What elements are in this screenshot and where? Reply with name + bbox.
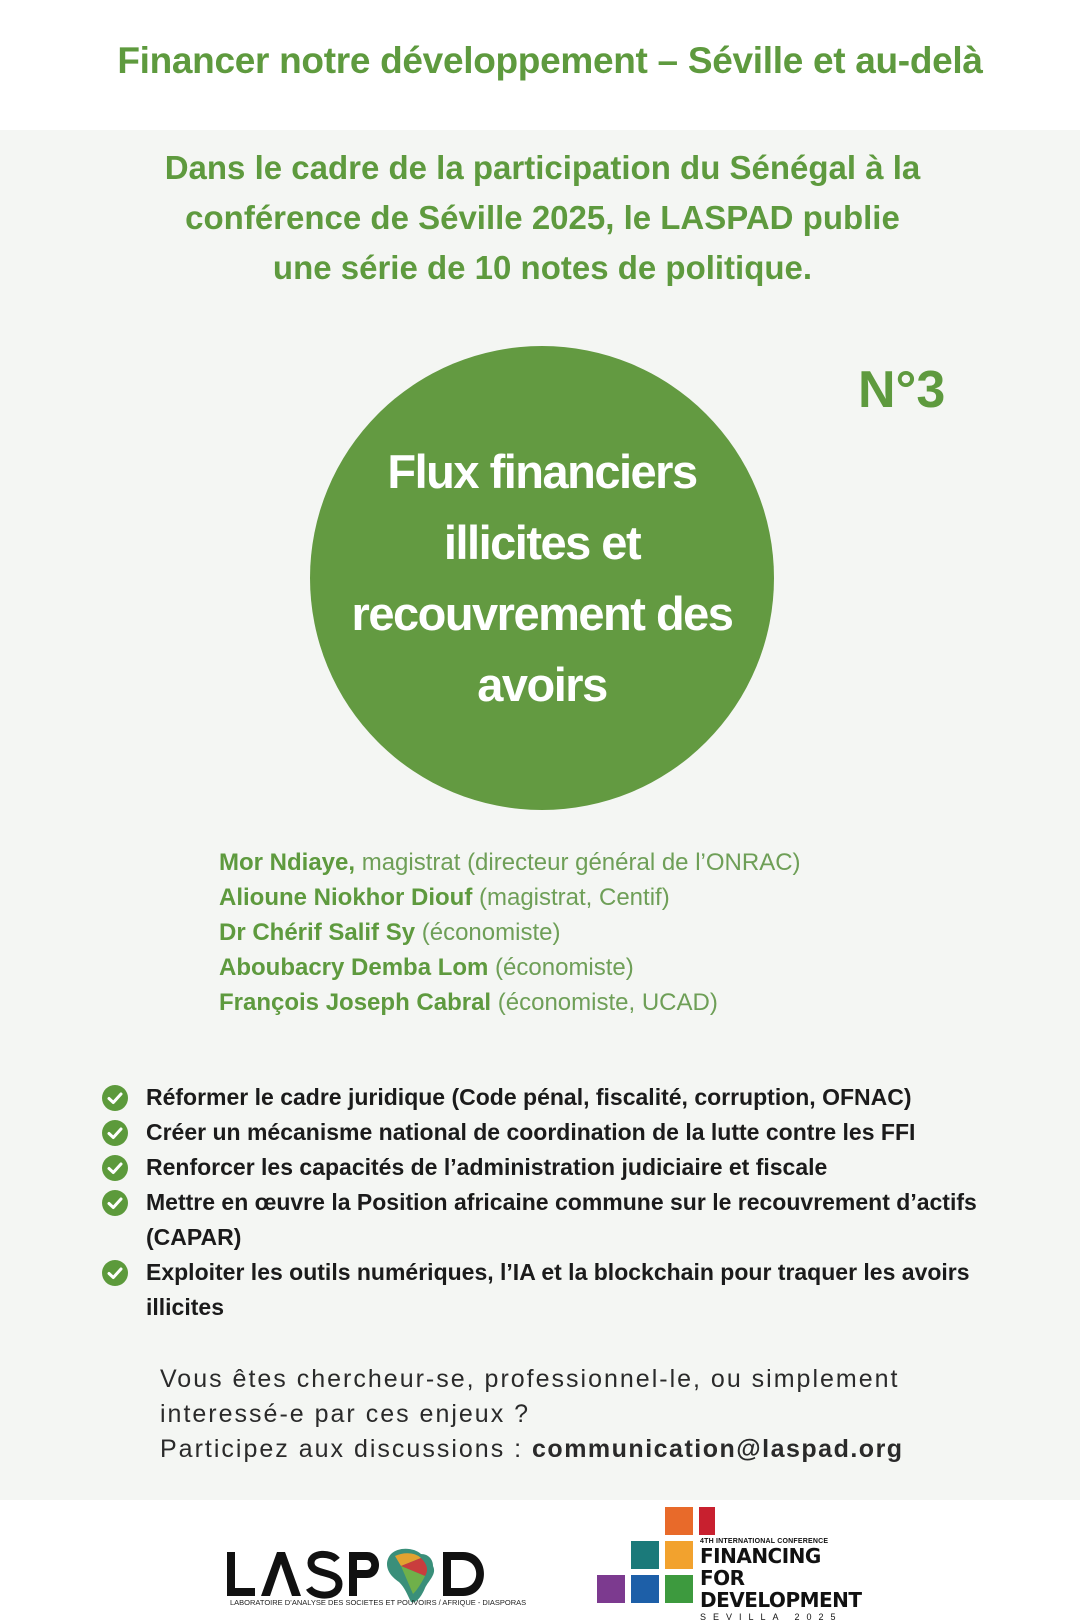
author-name: Mor Ndiaye, xyxy=(219,849,356,876)
note-title-circle xyxy=(310,346,774,810)
africa-map-icon xyxy=(387,1549,434,1603)
note-title xyxy=(322,436,762,720)
laspad-subtitle: LABORATOIRE D’ANALYSE DES SOCIETES ET POUVOIRS / AFRIQUE - DIASPORAS xyxy=(230,1598,527,1607)
author-role: (économiste) xyxy=(488,954,634,981)
author-name: Dr Chérif Salif Sy xyxy=(219,919,416,946)
recommendation-item xyxy=(102,1150,1022,1185)
ffd-title-line: DEVELOPMENT xyxy=(700,1588,862,1612)
author-item xyxy=(219,880,919,915)
author-item xyxy=(219,845,919,880)
cta-line: Vous êtes chercheur-se, professionnel-le, ou simplement xyxy=(160,1365,900,1393)
recommendation-text: Renforcer les capacités de l’administration judiciaire et fiscale xyxy=(146,1154,828,1180)
author-name: François Joseph Cabral xyxy=(219,989,492,1016)
recommendation-text: Exploiter les outils numériques, l’IA et la blockchain pour traquer les avoirs illicites xyxy=(146,1259,970,1320)
recommendation-text: Réformer le cadre juridique (Code pénal, fiscalité, corruption, OFNAC) xyxy=(146,1084,912,1110)
note-title-line: avoirs xyxy=(477,658,607,711)
check-circle-icon xyxy=(102,1190,128,1216)
intro-line: Dans le cadre de la participation du Sénégal à la xyxy=(164,149,921,186)
check-circle-icon xyxy=(102,1155,128,1181)
cta-line xyxy=(160,1432,1010,1467)
ffd-city: SEVILLA 2025 xyxy=(700,1612,843,1622)
author-item xyxy=(219,915,919,950)
recommendation-item xyxy=(102,1255,1022,1325)
recommendation-item xyxy=(102,1115,1022,1150)
authors-list xyxy=(219,845,919,1020)
page-title: Financer notre développement – Séville et au-delà xyxy=(117,40,983,81)
cta-prefix: Participez aux discussions : xyxy=(160,1435,533,1463)
footer xyxy=(0,1500,1080,1620)
intro-text xyxy=(100,143,985,293)
note-title-line: illicites et xyxy=(443,516,641,569)
author-name: Alioune Niokhor Diouf xyxy=(219,884,473,911)
author-role: (magistrat, Centif) xyxy=(472,884,670,911)
author-item xyxy=(219,950,919,985)
note-title-line: recouvrement des xyxy=(351,587,733,640)
author-item xyxy=(219,985,919,1020)
author-role: (économiste) xyxy=(415,919,561,946)
cta-line: interessé-e par ces enjeux ? xyxy=(160,1400,531,1428)
recommendation-text: Créer un mécanisme national de coordination de la lutte contre les FFI xyxy=(146,1119,916,1145)
intro-line: une série de 10 notes de politique. xyxy=(272,249,813,286)
contact-email-link[interactable]: communication@laspad.org xyxy=(532,1435,904,1463)
call-to-action xyxy=(160,1362,1010,1467)
recommendation-item xyxy=(102,1185,1022,1255)
check-circle-icon xyxy=(102,1260,128,1286)
note-title-line: Flux financiers xyxy=(387,445,697,498)
recommendations-list xyxy=(102,1080,1022,1325)
intro-line: conférence de Séville 2025, le LASPAD publie xyxy=(185,199,900,236)
author-role: magistrat (directeur général de l’ONRAC) xyxy=(355,849,801,876)
ffd-logo-squares xyxy=(595,1505,715,1620)
ffd-title-line: FINANCING FOR xyxy=(700,1544,821,1590)
header-bar xyxy=(0,0,1080,130)
check-circle-icon xyxy=(102,1120,128,1146)
check-circle-icon xyxy=(102,1085,128,1111)
recommendation-text: Mettre en œuvre la Position africaine commune sur le recouvrement d’actifs (CAPAR) xyxy=(146,1189,977,1250)
author-name: Aboubacry Demba Lom xyxy=(219,954,489,981)
author-role: (économiste, UCAD) xyxy=(491,989,718,1016)
recommendation-item xyxy=(102,1080,1022,1115)
ffd-logo-text xyxy=(700,1538,870,1622)
note-number: N°3 xyxy=(858,361,946,419)
ffd-small-text: 4TH INTERNATIONAL CONFERENCE xyxy=(700,1538,829,1545)
